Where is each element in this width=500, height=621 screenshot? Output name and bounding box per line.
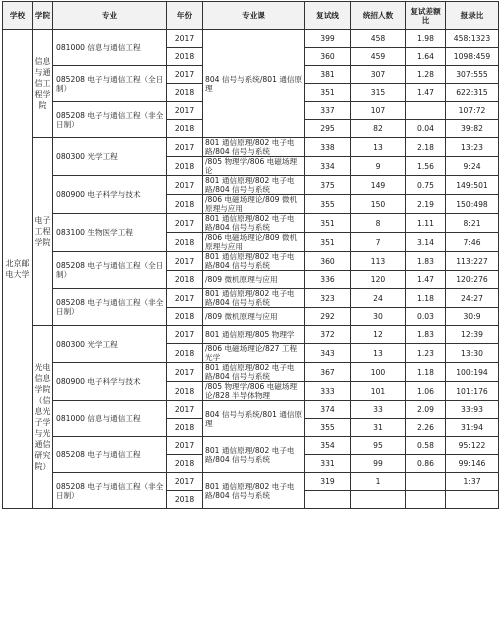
course-cell: 801 通信原理/802 电子电路/804 信号与系统	[203, 138, 305, 157]
retest-line-cell: 333	[305, 382, 351, 401]
major-cell: 085208 电子与通信工程（全日制）	[53, 66, 167, 102]
table-row	[3, 326, 499, 344]
year-cell: 2018	[167, 344, 203, 363]
retest-line-cell: 351	[305, 233, 351, 252]
year-cell: 2017	[167, 326, 203, 344]
retest-line-cell: 331	[305, 455, 351, 473]
admit-ratio-cell: 100:194	[446, 363, 499, 382]
diff-ratio-cell: 1.83	[406, 326, 446, 344]
table-row	[3, 176, 499, 195]
year-cell: 2017	[167, 437, 203, 455]
year-cell: 2017	[167, 214, 203, 233]
admit-ratio-cell: 107:72	[446, 102, 499, 120]
major-cell: 085208 电子与通信工程（非全日制）	[53, 102, 167, 138]
retest-line-cell: 372	[305, 326, 351, 344]
enrollment-cell: 30	[351, 308, 406, 326]
diff-ratio-cell: 0.58	[406, 437, 446, 455]
diff-ratio-cell: 1.11	[406, 214, 446, 233]
header-enrollment: 统招人数	[351, 2, 406, 30]
course-cell: /809 微机原理与应用	[203, 308, 305, 326]
diff-ratio-cell: 1.64	[406, 48, 446, 66]
admit-ratio-cell: 101:176	[446, 382, 499, 401]
year-cell: 2017	[167, 138, 203, 157]
enrollment-cell: 13	[351, 344, 406, 363]
enrollment-cell: 150	[351, 195, 406, 214]
course-cell: /809 微机原理与应用	[203, 271, 305, 289]
diff-ratio-cell: 2.18	[406, 138, 446, 157]
table-row	[3, 252, 499, 271]
diff-ratio-cell: 3.14	[406, 233, 446, 252]
major-cell: 085208 电子与通信工程（非全日制）	[53, 289, 167, 326]
year-cell: 2018	[167, 195, 203, 214]
retest-line-cell: 338	[305, 138, 351, 157]
year-cell: 2017	[167, 102, 203, 120]
admit-ratio-cell: 9:24	[446, 157, 499, 176]
major-cell: 080300 光学工程	[53, 138, 167, 176]
year-cell: 2018	[167, 157, 203, 176]
diff-ratio-cell: 1.23	[406, 344, 446, 363]
admit-ratio-cell: 149:501	[446, 176, 499, 195]
admit-ratio-cell: 33:93	[446, 401, 499, 419]
table-row	[3, 437, 499, 455]
course-cell: 801 通信原理/802 电子电路/804 信号与系统	[203, 252, 305, 271]
year-cell: 2018	[167, 48, 203, 66]
course-cell: 801 通信原理/802 电子电路/804 信号与系统	[203, 473, 305, 509]
admission-table	[2, 1, 499, 509]
enrollment-cell: 149	[351, 176, 406, 195]
diff-ratio-cell: 1.18	[406, 363, 446, 382]
year-cell: 2018	[167, 491, 203, 509]
retest-line-cell: 399	[305, 30, 351, 48]
year-cell: 2018	[167, 419, 203, 437]
enrollment-cell	[351, 491, 406, 509]
enrollment-cell: 113	[351, 252, 406, 271]
diff-ratio-cell: 0.86	[406, 455, 446, 473]
header-course: 专业课	[203, 2, 305, 30]
diff-ratio-cell: 1.83	[406, 252, 446, 271]
admit-ratio-cell: 30:9	[446, 308, 499, 326]
retest-line-cell: 295	[305, 120, 351, 138]
course-cell: 804 信号与系统/801 通信原理	[203, 401, 305, 437]
course-cell: 804 信号与系统/801 通信原理	[203, 30, 305, 138]
course-cell: /806 电磁场理论/809 微机原理与应用	[203, 233, 305, 252]
course-cell: 801 通信原理/802 电子电路/804 信号与系统	[203, 176, 305, 195]
year-cell: 2018	[167, 271, 203, 289]
admit-ratio-cell	[446, 491, 499, 509]
retest-line-cell: 323	[305, 289, 351, 308]
year-cell: 2017	[167, 363, 203, 382]
enrollment-cell: 459	[351, 48, 406, 66]
retest-line-cell: 292	[305, 308, 351, 326]
retest-line-cell: 354	[305, 437, 351, 455]
admit-ratio-cell: 31:94	[446, 419, 499, 437]
admit-ratio-cell: 1:37	[446, 473, 499, 491]
diff-ratio-cell	[406, 102, 446, 120]
enrollment-cell: 12	[351, 326, 406, 344]
retest-line-cell: 367	[305, 363, 351, 382]
diff-ratio-cell: 2.19	[406, 195, 446, 214]
diff-ratio-cell: 1.18	[406, 289, 446, 308]
course-cell: /805 物理学/806 电磁场理论	[203, 157, 305, 176]
header-admit-ratio: 报录比	[446, 2, 499, 30]
major-cell: 081000 信息与通信工程	[53, 401, 167, 437]
major-cell: 085208 电子与通信工程（非全日制）	[53, 473, 167, 509]
header-row	[3, 2, 499, 30]
diff-ratio-cell: 1.47	[406, 84, 446, 102]
enrollment-cell: 99	[351, 455, 406, 473]
enrollment-cell: 9	[351, 157, 406, 176]
table-row	[3, 401, 499, 419]
enrollment-cell: 31	[351, 419, 406, 437]
retest-line-cell: 351	[305, 84, 351, 102]
diff-ratio-cell: 1.98	[406, 30, 446, 48]
table-row	[3, 289, 499, 308]
enrollment-cell: 1	[351, 473, 406, 491]
enrollment-cell: 107	[351, 102, 406, 120]
diff-ratio-cell: 0.03	[406, 308, 446, 326]
course-cell: /806 电磁场理论/827 工程光学	[203, 344, 305, 363]
retest-line-cell: 381	[305, 66, 351, 84]
major-cell: 083100 生物医学工程	[53, 214, 167, 252]
retest-line-cell: 374	[305, 401, 351, 419]
admit-ratio-cell: 7:46	[446, 233, 499, 252]
header-retest-line: 复试线	[305, 2, 351, 30]
retest-line-cell: 351	[305, 214, 351, 233]
retest-line-cell: 360	[305, 252, 351, 271]
enrollment-cell: 101	[351, 382, 406, 401]
retest-line-cell	[305, 491, 351, 509]
admit-ratio-cell: 120:276	[446, 271, 499, 289]
retest-line-cell: 375	[305, 176, 351, 195]
major-cell: 080300 光学工程	[53, 326, 167, 363]
college-cell: 信息与通信工程学院	[33, 30, 53, 138]
admit-ratio-cell: 13:30	[446, 344, 499, 363]
enrollment-cell: 7	[351, 233, 406, 252]
year-cell: 2018	[167, 382, 203, 401]
enrollment-cell: 33	[351, 401, 406, 419]
retest-line-cell: 337	[305, 102, 351, 120]
header-school: 学校	[3, 2, 33, 30]
college-cell: 光电信息学院（信息光子学与光通信研究院）	[33, 326, 53, 509]
diff-ratio-cell	[406, 473, 446, 491]
diff-ratio-cell: 1.28	[406, 66, 446, 84]
year-cell: 2017	[167, 252, 203, 271]
admit-ratio-cell: 113:227	[446, 252, 499, 271]
retest-line-cell: 336	[305, 271, 351, 289]
enrollment-cell: 82	[351, 120, 406, 138]
retest-line-cell: 355	[305, 195, 351, 214]
major-cell: 085208 电子与通信工程（全日制）	[53, 252, 167, 289]
header-college: 学院	[33, 2, 53, 30]
enrollment-cell: 24	[351, 289, 406, 308]
course-cell: 801 通信原理/805 物理学	[203, 326, 305, 344]
year-cell: 2017	[167, 30, 203, 48]
school-cell: 北京邮电大学	[3, 30, 33, 509]
year-cell: 2017	[167, 473, 203, 491]
retest-line-cell: 319	[305, 473, 351, 491]
admit-ratio-cell: 622:315	[446, 84, 499, 102]
major-cell: 080900 电子科学与技术	[53, 363, 167, 401]
diff-ratio-cell: 0.75	[406, 176, 446, 195]
college-cell: 电子工程学院	[33, 138, 53, 326]
table-row	[3, 138, 499, 157]
admit-ratio-cell: 13:23	[446, 138, 499, 157]
admit-ratio-cell: 12:39	[446, 326, 499, 344]
enrollment-cell: 315	[351, 84, 406, 102]
admit-ratio-cell: 307:555	[446, 66, 499, 84]
table-row	[3, 214, 499, 233]
year-cell: 2018	[167, 84, 203, 102]
year-cell: 2017	[167, 401, 203, 419]
retest-line-cell: 355	[305, 419, 351, 437]
retest-line-cell: 343	[305, 344, 351, 363]
retest-line-cell: 360	[305, 48, 351, 66]
table-row	[3, 30, 499, 48]
year-cell: 2017	[167, 176, 203, 195]
year-cell: 2017	[167, 66, 203, 84]
table-row	[3, 363, 499, 382]
enrollment-cell: 95	[351, 437, 406, 455]
course-cell: /806 电磁场理论/809 微机原理与应用	[203, 195, 305, 214]
diff-ratio-cell: 0.04	[406, 120, 446, 138]
course-cell: 801 通信原理/802 电子电路/804 信号与系统	[203, 363, 305, 382]
enrollment-cell: 458	[351, 30, 406, 48]
year-cell: 2017	[167, 289, 203, 308]
diff-ratio-cell: 1.47	[406, 271, 446, 289]
admit-ratio-cell: 95:122	[446, 437, 499, 455]
enrollment-cell: 120	[351, 271, 406, 289]
year-cell: 2018	[167, 308, 203, 326]
header-major: 专业	[53, 2, 167, 30]
year-cell: 2018	[167, 455, 203, 473]
diff-ratio-cell: 1.56	[406, 157, 446, 176]
diff-ratio-cell: 1.06	[406, 382, 446, 401]
course-cell: 801 通信原理/802 电子电路/804 信号与系统	[203, 289, 305, 308]
admit-ratio-cell: 150:498	[446, 195, 499, 214]
enrollment-cell: 307	[351, 66, 406, 84]
admit-ratio-cell: 458:1323	[446, 30, 499, 48]
table-row	[3, 473, 499, 491]
major-cell: 080900 电子科学与技术	[53, 176, 167, 214]
course-cell: /805 物理学/806 电磁场理论/828 半导体物理	[203, 382, 305, 401]
admit-ratio-cell: 24:27	[446, 289, 499, 308]
diff-ratio-cell	[406, 491, 446, 509]
enrollment-cell: 13	[351, 138, 406, 157]
diff-ratio-cell: 2.09	[406, 401, 446, 419]
enrollment-cell: 8	[351, 214, 406, 233]
retest-line-cell: 334	[305, 157, 351, 176]
course-cell: 801 通信原理/802 电子电路/804 信号与系统	[203, 437, 305, 473]
diff-ratio-cell: 2.26	[406, 419, 446, 437]
course-cell: 801 通信原理/802 电子电路/804 信号与系统	[203, 214, 305, 233]
major-cell: 081000 信息与通信工程	[53, 30, 167, 66]
admit-ratio-cell: 1098:459	[446, 48, 499, 66]
admit-ratio-cell: 8:21	[446, 214, 499, 233]
major-cell: 085208 电子与通信工程	[53, 437, 167, 473]
admit-ratio-cell: 39:82	[446, 120, 499, 138]
year-cell: 2018	[167, 233, 203, 252]
header-year: 年份	[167, 2, 203, 30]
year-cell: 2018	[167, 120, 203, 138]
header-diff-ratio: 复试差额比	[406, 2, 446, 30]
admit-ratio-cell: 99:146	[446, 455, 499, 473]
enrollment-cell: 100	[351, 363, 406, 382]
